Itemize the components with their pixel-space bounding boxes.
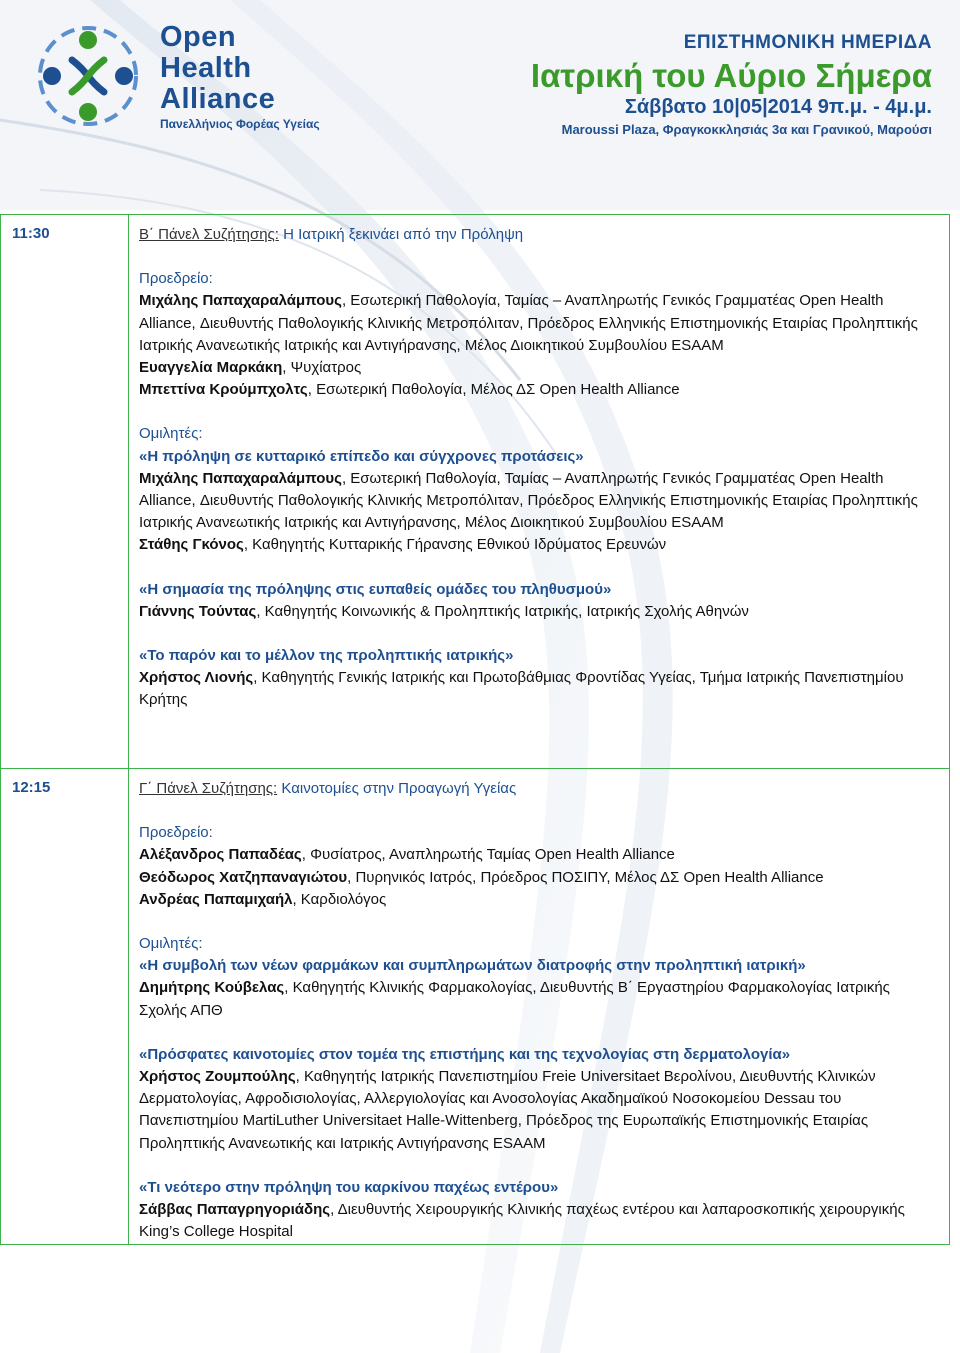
person-name: Στάθης Γκόνος (139, 536, 244, 554)
person-description: , Καρδιολόγος (292, 890, 387, 908)
person-name: Μιχάλης Παπαχαραλάμπους (139, 292, 342, 310)
person-description: , Πυρηνικός Ιατρός, Πρόεδρος ΠΟΣΙΠΥ, Μέλος ΔΣ Open Health Alliance (347, 868, 824, 886)
person-name: Αλέξανδρος Παπαδέας (139, 846, 302, 864)
speaker-entry (139, 1066, 939, 1155)
person-description: , Καθηγητής Κλινικής Φαρμακολογίας, Διευθυντής Β΄ Εργαστηρίου Φαρμακολογίας Ιατρικής Σχολής ΑΠΘ (139, 979, 890, 1019)
chair-entry (139, 290, 939, 357)
person-name: Γιάννης Τούντας (139, 602, 257, 620)
panel-label: Β΄ Πάνελ Συζήτησης: (139, 226, 279, 243)
speakers-section (139, 423, 939, 711)
session-time: 11:30 (1, 215, 129, 768)
event-banner (531, 32, 932, 137)
session-details (129, 769, 949, 1244)
chair-label: Προεδρείο: (139, 824, 213, 842)
chair-entry (139, 357, 939, 379)
logo-line-open: Open (160, 21, 237, 53)
person-description: , Φυσίατρος, Αναπληρωτής Ταμίας Open Health Alliance (301, 846, 675, 864)
logo-wordmark (160, 22, 320, 131)
person-name: Μιχάλης Παπαχαραλάμπους (139, 469, 342, 487)
person-name: Σάββας Παπαγρηγοριάδης (139, 1201, 331, 1219)
person-name: Μπεττίνα Κρούμπχολτς (139, 381, 308, 399)
speakers-label: Ομιλητές: (139, 425, 203, 443)
session-time: 12:15 (1, 769, 129, 1244)
person-name: Ανδρέας Παπαμιχαήλ (139, 890, 293, 908)
event-title: Ιατρική του Αύριο Σήμερα (530, 57, 932, 94)
program-table (0, 214, 950, 1245)
open-health-alliance-logo-icon (32, 20, 144, 132)
person-description: , Καθηγητής Κοινωνικής & Προληπτικής Ιατρικής, Ιατρικής Σχολής Αθηνών (256, 602, 749, 620)
talk-title: «Η συμβολή των νέων φαρμάκων και συμπληρωμάτων διατροφής στην προληπτική ιατρική» (139, 957, 806, 975)
speaker-entry (139, 468, 939, 535)
talk-title: «Η πρόληψη σε κυτταρικό επίπεδο και σύγχρονες προτάσεις» (139, 447, 584, 465)
panel-topic: Καινοτομίες στην Προαγωγή Υγείας (281, 780, 517, 797)
speaker-entry (139, 534, 939, 556)
session-details (129, 215, 949, 768)
person-name: Ευαγγελία Μαρκάκη (139, 359, 283, 377)
talk-title: «Πρόσφατες καινοτομίες στον τομέα της επιστήμης και της τεχνολογίας στη δερματολογία» (139, 1045, 791, 1063)
person-name: Χρήστος Ζουμπούλης (139, 1068, 296, 1086)
person-name: Θεόδωρος Χατζηπαναγιώτου (139, 868, 348, 886)
person-name: Χρήστος Λιονής (139, 669, 254, 687)
person-description: , Διευθυντής Χειρουργικής Κλινικής παχέως εντέρου και λαπαροσκοπικής χειρουργικής King’s College Hospital (139, 1201, 905, 1241)
speakers-label: Ομιλητές: (139, 935, 203, 953)
chair-entry (139, 844, 939, 866)
panel-heading (139, 778, 939, 800)
event-venue: Maroussi Plaza, Φραγκοκκλησιάς 3α και Γρανικού, Μαρούσι (561, 122, 932, 137)
person-description: , Ψυχίατρος (282, 359, 362, 377)
logo-line-health: Health (160, 52, 252, 84)
program-row (1, 769, 949, 1244)
panel-label: Γ΄ Πάνελ Συζήτησης: (139, 780, 278, 797)
speaker-entry (139, 1199, 939, 1243)
program-row (1, 215, 949, 769)
person-name: Δημήτρης Κούβελας (139, 979, 285, 997)
speaker-entry (139, 977, 939, 1021)
talk-title: «Το παρόν και το μέλλον της προληπτικής ιατρικής» (139, 647, 514, 665)
event-date: Σάββατο 10|05|2014 9π.μ. - 4μ.μ. (624, 96, 932, 118)
chair-entry (139, 379, 939, 401)
event-kicker: ΕΠΙΣΤΗΜΟΝΙΚΗ ΗΜΕΡΙΔΑ (683, 32, 932, 53)
person-description: , Εσωτερική Παθολογία, Μέλος ΔΣ Open Health Alliance (307, 381, 680, 399)
chair-entry (139, 889, 939, 911)
person-description: , Καθηγητής Κυτταρικής Γήρανσης Εθνικού Ιδρύματος Ερευνών (243, 536, 667, 554)
panel-topic: Η Ιατρική ξεκινάει από την Πρόληψη (283, 226, 524, 243)
chair-section (139, 268, 939, 401)
chair-entry (139, 867, 939, 889)
speaker-entry (139, 601, 939, 623)
panel-heading (139, 224, 939, 246)
chair-label: Προεδρείο: (139, 270, 213, 288)
person-description: , Καθηγητής Ιατρικής Πανεπιστημίου Freie Universitaet Βερολίνου, Διευθυντής Κλινικών Δερματολογίας, Αφροδισιολογίας, Αλλεργιολογίας και Ανοσολογίας Ακαδημαϊκού Νοσοκομείου Dessau του Πανεπιστημίου MartiLuther Universitaet Halle-Wittenberg, Πρόεδρος της Ευρωπαϊκής Επιστημονικής Εταιρίας Προληπτικής Ανανεωτικής και Ιατρικής Αντιγήρανσης ESAAM (139, 1068, 876, 1152)
person-description: , Εσωτερική Παθολογία, Ταμίας – Αναπληρωτής Γενικός Γραμματέας Open Health Alliance, Διευθυντής Παθολογικής Κλινικής Μετροπόλιταν, Πρόεδρος Ελληνικής Επιστημονικής Εταιρίας Προληπτικής Ιατρικής Ανανεωτικής Ιατρικής και Αντιγήρανσης, Μέλος Διοικητικού Συμβουλίου ESAAM (139, 292, 918, 354)
logo-line-alliance: Alliance (160, 83, 276, 115)
logo-subtitle: Πανελλήνιος Φορέας Υγείας (160, 117, 320, 131)
talk-title: «Η σημασία της πρόληψης στις ευπαθείς ομάδες του πληθυσμού» (139, 580, 612, 598)
chair-section (139, 822, 939, 911)
page-header (0, 0, 960, 200)
talk-title: «Τι νεότερο στην πρόληψη του καρκίνου παχέως εντέρου» (139, 1178, 559, 1196)
person-description: , Εσωτερική Παθολογία, Ταμίας – Αναπληρωτής Γενικός Γραμματέας Open Health Alliance, Διευθυντής Παθολογικής Κλινικής Μετροπόλιταν, Πρόεδρος Ελληνικής Επιστημονικής Εταιρίας Προληπτικής Ιατρικής Ανανεωτικής Ιατρικής και Αντιγήρανσης, Μέλος Διοικητικού Συμβουλίου ESAAM (139, 469, 918, 532)
speakers-section (139, 933, 939, 1243)
person-description: , Καθηγητής Γενικής Ιατρικής και Πρωτοβάθμιας Φροντίδας Υγείας, Τμήμα Ιατρικής Πανεπιστημίου Κρήτης (139, 669, 904, 709)
speaker-entry (139, 667, 939, 711)
